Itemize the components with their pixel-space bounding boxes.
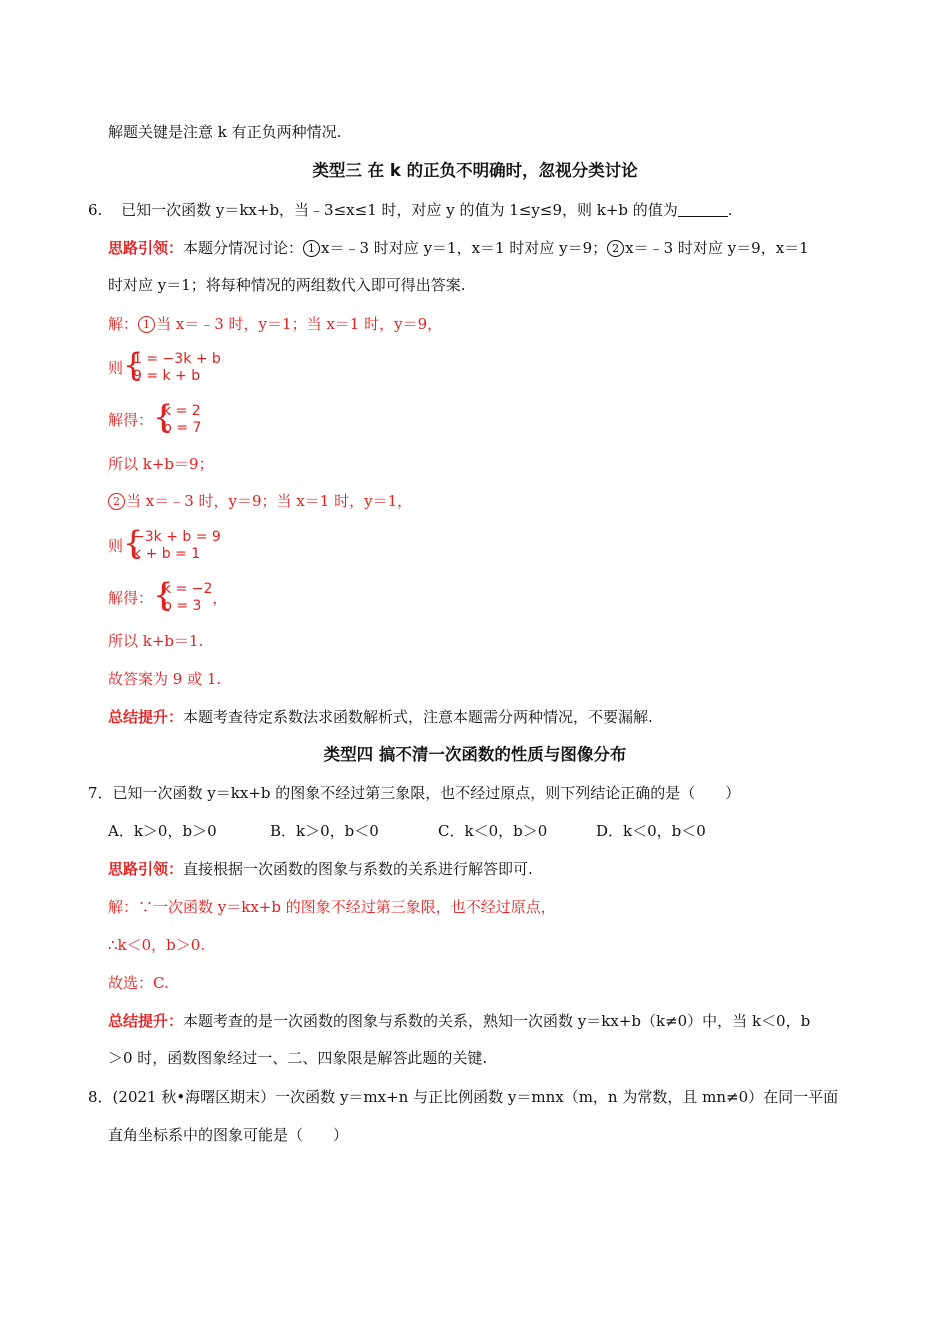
hint-label: 思路引领： bbox=[108, 239, 184, 257]
question-8-line1: 8．(2021 秋•海曙区期末）一次函数 y＝mx+n 与正比例函数 y＝mnx（m，n 为常数，且 mn≠0）在同一平面 bbox=[88, 1088, 839, 1106]
answer-blank bbox=[678, 202, 728, 217]
equation: 9 = k + b bbox=[133, 368, 201, 384]
hint-line-1 bbox=[108, 238, 809, 258]
summary-text: 本题考查待定系数法求函数解析式，注意本题需分两种情况，不要漏解. bbox=[183, 708, 653, 726]
solution-case-2 bbox=[108, 491, 412, 511]
section-heading-type4: 类型四 搞不清一次函数的性质与图像分布 bbox=[323, 745, 627, 764]
question-end: . bbox=[727, 201, 733, 219]
solution-text: 当 x＝﹣3 时，y＝9；当 x＝1 时，y＝1， bbox=[126, 492, 413, 510]
hint-text: x＝﹣3 时对应 y＝1，x＝1 时对应 y＝9； bbox=[321, 239, 608, 257]
equation: k = 2 bbox=[163, 403, 201, 419]
circled-number-2: 2 bbox=[607, 240, 624, 257]
equation: 1 = −3k + b bbox=[133, 351, 221, 367]
equation: k + b = 1 bbox=[133, 546, 201, 562]
hint-text: 直接根据一次函数的图象与系数的关系进行解答即可. bbox=[183, 860, 533, 878]
circled-number-1: 1 bbox=[138, 316, 155, 333]
question-6 bbox=[88, 200, 733, 220]
equation: b = 7 bbox=[163, 420, 202, 436]
hint-line-2: 时对应 y＝1；将每种情况的两组数代入即可得出答案. bbox=[108, 276, 466, 294]
equation-system-2: 解得： { k = 2 b = 7 bbox=[108, 398, 202, 436]
summary-label: 总结提升： bbox=[108, 1012, 184, 1030]
equation: k = −2 bbox=[163, 581, 213, 597]
then-label: 则 bbox=[108, 359, 124, 377]
summary-text: 本题考查的是一次函数的图象与系数的关系，熟知一次函数 y＝kx+b（k≠0）中，当 k＜0，b bbox=[183, 1012, 811, 1030]
equation-system-3: 则 { −3k + b = 9 k + b = 1 bbox=[108, 524, 221, 562]
equation: −3k + b = 9 bbox=[133, 529, 221, 545]
solution-prefix: 解： bbox=[108, 315, 139, 333]
final-answer: 故答案为 9 或 1. bbox=[108, 670, 222, 688]
circled-number-1: 1 bbox=[303, 240, 320, 257]
hint-label: 思路引领： bbox=[108, 860, 184, 878]
solution-q7-choice: 故选：C. bbox=[108, 974, 169, 992]
summary-label: 总结提升： bbox=[108, 708, 184, 726]
circled-number-2: 2 bbox=[108, 493, 125, 510]
question-8-line2: 直角坐标系中的图象可能是（ ） bbox=[108, 1126, 349, 1144]
hint-q7 bbox=[108, 859, 533, 879]
option-c: C．k＜0，b＞0 bbox=[438, 822, 548, 840]
option-b: B．k＞0，b＜0 bbox=[270, 822, 379, 840]
summary-q7-line2: ＞0 时，函数图象经过一、二、四象限是解答此题的关键. bbox=[108, 1049, 488, 1067]
solution-text: 当 x＝﹣3 时，y＝1；当 x＝1 时，y＝9， bbox=[156, 315, 443, 333]
then-label: 则 bbox=[108, 537, 124, 555]
solution-q7-line2: ∴k＜0，b＞0. bbox=[108, 936, 206, 954]
result-2: 所以 k+b＝1. bbox=[108, 632, 204, 650]
option-d: D．k＜0，b＜0 bbox=[596, 822, 706, 840]
solved-label: 解得： bbox=[108, 589, 154, 607]
question-number: 6. bbox=[88, 201, 103, 219]
equation: b = 3 bbox=[163, 598, 202, 614]
solution-case-1 bbox=[108, 314, 442, 334]
summary-q7 bbox=[108, 1011, 810, 1031]
question-7: 7．已知一次函数 y＝kx+b 的图象不经过第三象限，也不经过原点，则下列结论正确的是（ ） bbox=[88, 784, 741, 802]
summary-q6 bbox=[108, 707, 653, 727]
equation-system-4: 解得： { k = −2 b = 3 ， bbox=[108, 576, 228, 614]
hint-text: 本题分情况讨论： bbox=[183, 239, 304, 257]
question-text: 已知一次函数 y＝kx+b，当﹣3≤x≤1 时，对应 y 的值为 1≤y≤9，则 k+b 的值为 bbox=[121, 201, 678, 219]
comma: ， bbox=[212, 589, 228, 607]
option-a: A．k＞0，b＞0 bbox=[108, 822, 217, 840]
section-heading-type3: 类型三 在 k 的正负不明确时，忽视分类讨论 bbox=[312, 161, 638, 180]
solution-q7-line1: 解：∵一次函数 y＝kx+b 的图象不经过第三象限，也不经过原点， bbox=[108, 898, 556, 916]
intro-text: 解题关键是注意 k 有正负两种情况. bbox=[108, 123, 342, 141]
result-1: 所以 k+b＝9； bbox=[108, 455, 214, 473]
hint-text: x＝﹣3 时对应 y＝9，x＝1 bbox=[625, 239, 809, 257]
equation-system-1: 则 { 1 = −3k + b 9 = k + b bbox=[108, 346, 221, 384]
solved-label: 解得： bbox=[108, 411, 154, 429]
